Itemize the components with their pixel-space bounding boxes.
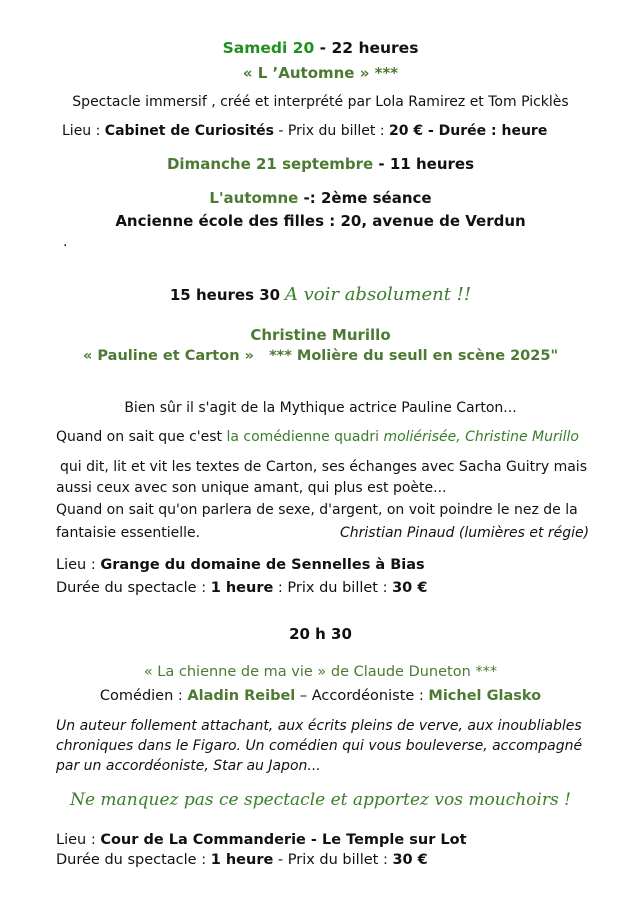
event2-session: -: 2ème séance: [298, 189, 432, 207]
event3-duration: 1 heure: [210, 580, 274, 596]
event3-p2: [56, 427, 579, 447]
event3-heading: [0, 285, 641, 305]
event4-highlight: Ne manquez pas ce spectacle et apportez vos mouchoirs !: [70, 790, 571, 810]
event3-highlight: A voir absolument !!: [284, 284, 472, 305]
event2-heading: [0, 154, 641, 174]
event1-day: Samedi 20: [222, 39, 315, 57]
event3-p1: Bien sûr il s'agit de la Mythique actrice Pauline Carton...: [124, 400, 517, 416]
event4-price-label: - Prix du billet :: [273, 852, 393, 868]
event1-price: 20 €: [389, 123, 424, 139]
event3-info: [56, 578, 427, 598]
event1-price-label: - Prix du billet :: [273, 123, 389, 139]
event4-venue-label: Lieu :: [56, 832, 101, 848]
event4-venue-line: [56, 830, 467, 850]
event4-d2: chroniques dans le Figaro. Un comédien qui vous bouleverse, accompagné: [56, 738, 583, 754]
event1-title: « L ’Automne » ***: [242, 64, 399, 82]
event1-heading: [0, 38, 641, 58]
event3-award: *** Molière du seull en scène 2025": [269, 348, 558, 364]
event3-p4: aussi ceux avec son unique amant, qui plus est poète...: [56, 480, 447, 496]
event4-d3: par un accordéoniste, Star au Japon...: [56, 758, 321, 774]
event3-venue-line: [56, 555, 425, 575]
event2-address: Ancienne école des filles : 20, avenue de Verdun: [115, 212, 526, 230]
event3-credit: Christian Pinaud (lumières et régie): [340, 525, 590, 541]
event4-duration-label: Durée du spectacle :: [56, 852, 211, 868]
event4-actor: Aladin Reibel: [187, 688, 296, 704]
event4-duration: 1 heure: [210, 852, 274, 868]
event1-sep: -: [314, 39, 332, 57]
event3-p2-colored: la comédienne quadri: [226, 429, 384, 445]
event2-bullet: .: [63, 234, 68, 250]
event2-title: L'automne: [209, 189, 299, 207]
event4-time: 20 h 30: [289, 625, 352, 643]
event3-title: « Pauline et Carton »: [83, 348, 254, 364]
event1-duration: heure: [501, 123, 548, 139]
event3-price: 30 €: [392, 580, 428, 596]
event4-musician-label: – Accordéoniste :: [295, 688, 429, 704]
event3-p5: Quand on sait qu'on parlera de sexe, d'argent, on voit poindre le nez de la: [56, 502, 578, 518]
event3-p2-italic: moliérisée, Christine Murillo: [383, 429, 579, 445]
event3-p2-start: Quand on sait que c'est: [56, 429, 227, 445]
event1-time: 22 heures: [331, 39, 419, 57]
event4-title-line: « La chienne de ma vie » de Claude Duneton ***: [143, 664, 498, 680]
event2-day: Dimanche 21 septembre: [166, 155, 374, 173]
event3-p3: qui dit, lit et vit les textes de Carton, ses échanges avec Sacha Guitry mais: [60, 459, 587, 475]
event1-venue: Cabinet de Curiosités: [104, 123, 274, 139]
event4-d1: Un auteur follement attachant, aux écrits pleins de verve, aux inoubliables: [56, 718, 582, 734]
event2-title-line: [0, 188, 641, 208]
event3-artist: Christine Murillo: [250, 326, 391, 344]
event2-time: 11 heures: [389, 155, 475, 173]
event4-info: [56, 850, 428, 870]
event1-description: Spectacle immersif , créé et interprété par Lola Ramirez et Tom Picklès: [72, 94, 569, 110]
event4-cast: [0, 686, 641, 706]
event3-p6: fantaisie essentielle.: [56, 525, 201, 541]
event4-musician: Michel Glasko: [428, 688, 542, 704]
event1-info: [62, 121, 547, 141]
event4-actor-label: Comédien :: [99, 688, 188, 704]
event1-venue-label: Lieu :: [62, 123, 105, 139]
event4-price: 30 €: [392, 852, 428, 868]
event3-price-label: : Prix du billet :: [273, 580, 393, 596]
event3-time: 15 heures 30: [169, 286, 281, 304]
event1-duration-label: - Durée :: [423, 123, 502, 139]
event2-sep: -: [373, 155, 390, 173]
event3-title-line: [0, 346, 641, 366]
event4-venue: Cour de La Commanderie - Le Temple sur Lot: [100, 832, 467, 848]
event3-venue: Grange du domaine de Sennelles à Bias: [100, 557, 425, 573]
event3-duration-label: Durée du spectacle :: [56, 580, 211, 596]
event3-venue-label: Lieu :: [56, 557, 101, 573]
